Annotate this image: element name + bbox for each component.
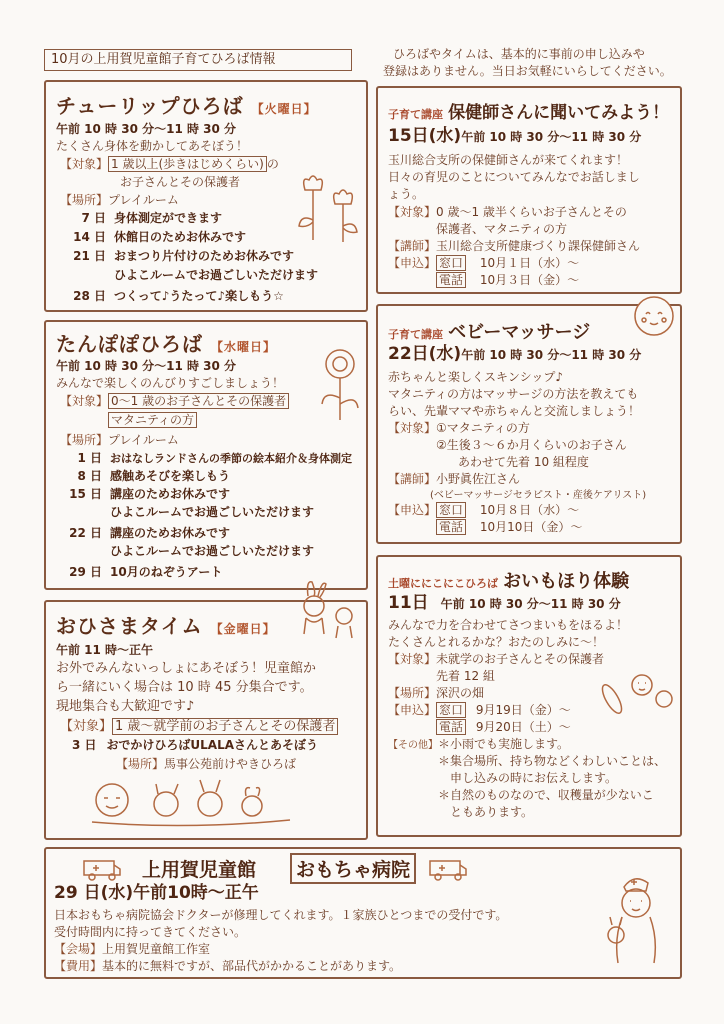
oimo-apply-tag: 【申込】 (388, 703, 437, 717)
oimo-place-value: 深沢の畑 (436, 686, 485, 700)
tulip-event-date: 21 日 (73, 249, 106, 263)
tanpopo-event-date: 15 日 (69, 487, 102, 501)
tulip-place-tag: 【場所】 (60, 193, 109, 207)
tanpopo-place-value: プレイルーム (108, 433, 179, 447)
massage-phone-label: 電話 (436, 519, 466, 535)
ohisama-event (72, 737, 318, 754)
tulip-event-text: おまつり片付けのためお休みです (114, 249, 295, 263)
tulip-place-value: プレイルーム (108, 193, 179, 207)
tanpopo-event-text: ひよこルームでお過ごしいただけます (110, 544, 315, 558)
ohisama-place-value: 馬事公苑前けやきひろば (164, 757, 297, 771)
tanpopo-target-2 (108, 412, 197, 429)
massage-title-text: ベビーマッサージ (448, 322, 591, 343)
tulip-event-text: ひよこルームでお過ごしいただけます (114, 268, 319, 282)
ohisama-time: 午前 11 時～正午 (56, 643, 154, 657)
ohisama-desc-3: 現地集合も大歓迎です♪ (56, 699, 195, 714)
massage-lecturer-tag: 【講師】 (388, 472, 437, 486)
massage-apply-tag: 【申込】 (388, 503, 437, 517)
oimo-target (388, 651, 604, 668)
massage-title (388, 318, 590, 344)
massage-target (388, 420, 530, 437)
oimo-window-date: 9月19日（金）～ (475, 703, 571, 717)
ambulance-icon (428, 853, 468, 881)
hokenshi-target-1: 0 歳～1 歳半くらいお子さんとその (436, 205, 627, 219)
massage-section (376, 304, 682, 544)
tanpopo-time: 午前 10 時 30 分～11 時 30 分 (56, 359, 237, 373)
tanpopo-event-text: 感触あそびを楽しもう (110, 469, 231, 483)
tanpopo-event-date: 29 日 (69, 565, 102, 579)
massage-phone (436, 519, 582, 536)
toy-title-b: おもちゃ病院 (290, 853, 416, 884)
oimo-note: ＊集合場所、持ち物などくわしいことは、 (438, 754, 667, 768)
toy-venue-value: 上用賀児童館工作室 (102, 942, 211, 956)
hokenshi-time: 午前 10 時 30 分～11 時 30 分 (461, 130, 642, 144)
tulip-event (66, 267, 318, 284)
ohisama-title-text: おひさまタイム (56, 614, 203, 638)
tulip-event (66, 288, 284, 305)
ohisama-place-tag: 【場所】 (116, 757, 165, 771)
tulip-day: 【火曜日】 (251, 102, 317, 116)
massage-window-label: 窓口 (436, 502, 466, 518)
hokenshi-datetime (388, 128, 641, 146)
toy-title-a: 上用賀児童館 (142, 859, 257, 881)
oimo-date: 11日 (388, 593, 429, 613)
tulip-title (56, 90, 317, 119)
oimo-other-tag: 【その他】 (388, 740, 438, 751)
tulip-event (66, 229, 246, 246)
tulip-target-value: 1 歳以上(歩きはじめくらい) (108, 156, 267, 172)
tanpopo-place (60, 432, 179, 449)
toy-venue-tag: 【会場】 (54, 942, 103, 956)
hokenshi-desc-2: 日々の育児のことについてみんなでお話しまし (388, 170, 640, 184)
hokenshi-lecturer-tag: 【講師】 (388, 239, 437, 253)
tulip-event (66, 210, 222, 227)
tanpopo-target-2-value: マタニティの方 (108, 412, 197, 428)
ohisama-section (44, 600, 368, 840)
toy-desc-1: 日本おもちゃ病院協会ドクターが修理してくれます。１家族ひとつまでの受付です。 (54, 908, 508, 922)
header-note-2: 登録はありません。当日お気軽にいらしてください。 (383, 64, 672, 78)
children-illustration (292, 576, 364, 640)
nurse-illustration (594, 869, 674, 969)
tulip-event-text: 身体測定ができます (114, 211, 223, 225)
tanpopo-target-value: 0～1 歳のお子さんとその保護者 (108, 393, 289, 409)
tulip-event-date: 28 日 (73, 289, 106, 303)
ohisama-target-value: 1 歳～就学前のお子さんとその保護者 (112, 718, 338, 735)
toy-venue (54, 941, 210, 958)
tanpopo-event-text: 10月のねぞうアート (110, 565, 223, 579)
oimo-prefix: 土曜ににこにこひろば (388, 577, 498, 590)
ohisama-event-date: 3 日 (72, 738, 97, 752)
hokenshi-prefix: 子育て講座 (388, 108, 443, 121)
tanpopo-event-text: ひよこルームでお過ごしいただけます (110, 505, 315, 519)
oimo-time: 午前 10 時 30 分～11 時 30 分 (440, 597, 621, 611)
massage-phone-date: 10月10日（金）～ (479, 520, 583, 534)
toy-datetime (54, 885, 259, 903)
tanpopo-target-tag: 【対象】 (60, 394, 109, 408)
massage-desc-2: マタニティの方はマッサージの方法を教えても (388, 387, 639, 401)
oimo-target-1: 未就学のお子さんとその保護者 (436, 652, 605, 666)
toy-fee-tag: 【費用】 (54, 959, 103, 973)
tulip-section (44, 80, 368, 312)
tulip-time: 午前 10 時 30 分～11 時 30 分 (56, 122, 237, 136)
hokenshi-target (388, 204, 627, 221)
hokenshi-phone-label: 電話 (436, 272, 466, 288)
ohisama-target-tag: 【対象】 (60, 719, 113, 734)
tanpopo-event (66, 486, 230, 503)
sweet-potato-illustration (590, 665, 676, 717)
oimo-target-2: 先着 12 組 (436, 669, 495, 683)
oimo-phone-date: 9月20日（土）～ (475, 720, 571, 734)
ohisama-event-text: おでかけひろばULALAさんとあそぼう (106, 738, 319, 752)
tanpopo-event-date: 22 日 (69, 526, 102, 540)
tulip-illustration (291, 170, 363, 246)
massage-desc-3: らい、先輩ママや赤ちゃんと交流しましょう！ (388, 404, 641, 418)
ohisama-title (56, 610, 276, 639)
toy-fee-value: 基本的に無料ですが、部品代がかかることがあります。 (102, 959, 402, 973)
tulip-event-text: つくって♪うたって♪楽しもう☆ (114, 289, 284, 303)
hokenshi-phone (436, 272, 579, 289)
tanpopo-section (44, 320, 368, 590)
tanpopo-event (66, 450, 352, 467)
oimo-place (388, 685, 484, 702)
hokenshi-target-tag: 【対象】 (388, 205, 437, 219)
hokenshi-title-text: 保健師さんに聞いてみよう！ (448, 103, 670, 123)
oimo-note: ＊小雨でも実施します。 (438, 737, 570, 751)
oimo-note: ＊自然のものなので、収穫量が少ないこ (438, 788, 654, 802)
tanpopo-event (66, 468, 230, 485)
massage-lecturer-note: (ベビーマッサージセラピスト・産後ケアリスト) (430, 490, 647, 501)
oimo-title (388, 567, 629, 593)
tanpopo-day: 【水曜日】 (210, 340, 276, 354)
oimo-phone (436, 719, 571, 736)
oimo-note: ともあります。 (438, 805, 534, 819)
oimo-title-text: おいもほり体験 (503, 571, 630, 592)
oimo-target-tag: 【対象】 (388, 652, 437, 666)
massage-lecturer-value: 小野眞佐江さん (436, 472, 521, 486)
dandelion-illustration (316, 344, 364, 424)
tulip-target (60, 156, 279, 173)
baby-face-illustration (630, 292, 678, 338)
tanpopo-event-text: おはなしランドさんの季節の絵本紹介＆身体測定 (110, 452, 352, 465)
hokenshi-lecturer-value: 玉川総合支所健康づくり課保健師さん (436, 239, 641, 253)
tanpopo-event-date: 8 日 (77, 469, 102, 483)
tulip-title-text: チューリップひろば (56, 94, 244, 118)
massage-prefix: 子育て講座 (388, 328, 443, 341)
hokenshi-lecturer (388, 238, 640, 255)
toy-hospital-section (44, 847, 682, 979)
massage-date: 22日(水) (388, 344, 462, 364)
oimo-desc-1: みんなで力を合わせてさつまいもをほるよ！ (388, 618, 629, 632)
tanpopo-title (56, 328, 276, 357)
hokenshi-window-date: 10月１日（水）～ (479, 256, 580, 270)
tanpopo-place-tag: 【場所】 (60, 433, 109, 447)
oimo-window-label: 窓口 (436, 702, 466, 718)
hokenshi-phone-date: 10月３日（金）～ (479, 273, 580, 287)
toy-time: 午前10時～正午 (133, 883, 259, 903)
oimo-datetime (388, 595, 621, 613)
oimo-section (376, 555, 682, 837)
tulip-event-date: 7 日 (81, 211, 106, 225)
tulip-place (60, 192, 179, 209)
tulip-target-suffix: の (266, 157, 279, 171)
tanpopo-event-date: 1 日 (77, 451, 102, 465)
tanpopo-event (66, 504, 314, 521)
hokenshi-apply-tag: 【申込】 (388, 256, 437, 270)
ohisama-desc-2: ら一緒にいく場合は 10 時 45 分集合です。 (56, 680, 313, 695)
tanpopo-title-text: たんぽぽひろば (56, 332, 203, 356)
tulip-desc: たくさん身体を動かしてあそぼう！ (56, 139, 249, 153)
hokenshi-section (376, 86, 682, 294)
tanpopo-target (60, 393, 289, 410)
oimo-place-tag: 【場所】 (388, 686, 437, 700)
toy-desc-2: 受付時間内に持ってきてください。 (54, 925, 247, 939)
oimo-apply (388, 702, 571, 719)
tulip-target-2: お子さんとその保護者 (120, 175, 241, 189)
massage-apply (388, 502, 579, 519)
tanpopo-event-text: 講座のためお休みです (110, 487, 231, 501)
massage-target-tag: 【対象】 (388, 421, 437, 435)
hokenshi-window-label: 窓口 (436, 255, 466, 271)
ambulance-icon (82, 853, 122, 881)
oimo-note: 申し込みの時にお伝えします。 (438, 771, 618, 785)
tulip-event-text: 休館日のためお休みです (114, 230, 247, 244)
ohisama-desc-1: お外でみんないっしょにあそぼう！児童館か (56, 661, 317, 676)
massage-datetime (388, 346, 641, 364)
tanpopo-desc: みんなで楽しくのんびりすごしましょう！ (56, 376, 285, 390)
animals-parade-illustration (86, 778, 296, 834)
oimo-other (388, 736, 438, 754)
hokenshi-date: 15日(水) (388, 126, 462, 146)
header-note-1: ひろばやタイムは、基本的に事前の申し込みや (393, 47, 645, 61)
massage-target-1: ①マタニティの方 (436, 421, 530, 435)
massage-target-3: あわせて先着 10 組程度 (458, 455, 589, 469)
massage-desc-1: 赤ちゃんと楽しくスキンシップ♪ (388, 370, 563, 384)
toy-fee (54, 958, 401, 975)
ohisama-target (60, 718, 338, 735)
ohisama-place (116, 756, 296, 773)
hokenshi-title (388, 98, 669, 123)
massage-target-2: ②生後３～６か月くらいのお子さん (436, 438, 627, 452)
massage-window-date: 10月８日（水）～ (479, 503, 580, 517)
hokenshi-desc-1: 玉川総合支所の保健師さんが来てくれます！ (388, 153, 629, 167)
oimo-desc-2: たくさんとれるかな？おたのしみに～！ (388, 635, 605, 649)
hokenshi-apply (388, 255, 579, 272)
tanpopo-event (66, 525, 230, 542)
hokenshi-desc-3: ょう。 (388, 187, 425, 201)
toy-date: 29 日(水) (54, 883, 134, 903)
tanpopo-event-text: 講座のためお休みです (110, 526, 231, 540)
oimo-phone-label: 電話 (436, 719, 466, 735)
massage-lecturer (388, 471, 520, 488)
tanpopo-event (66, 543, 314, 560)
hokenshi-target-2: 保護者、マタニティの方 (436, 222, 568, 236)
tulip-event (66, 248, 294, 265)
ohisama-day: 【金曜日】 (210, 622, 276, 636)
page-title: 10月の上用賀児童館子育てひろば情報 (44, 49, 352, 71)
tanpopo-event (66, 564, 222, 581)
tulip-event-date: 14 日 (73, 230, 106, 244)
tulip-target-tag: 【対象】 (60, 157, 109, 171)
massage-time: 午前 10 時 30 分～11 時 30 分 (461, 348, 642, 362)
